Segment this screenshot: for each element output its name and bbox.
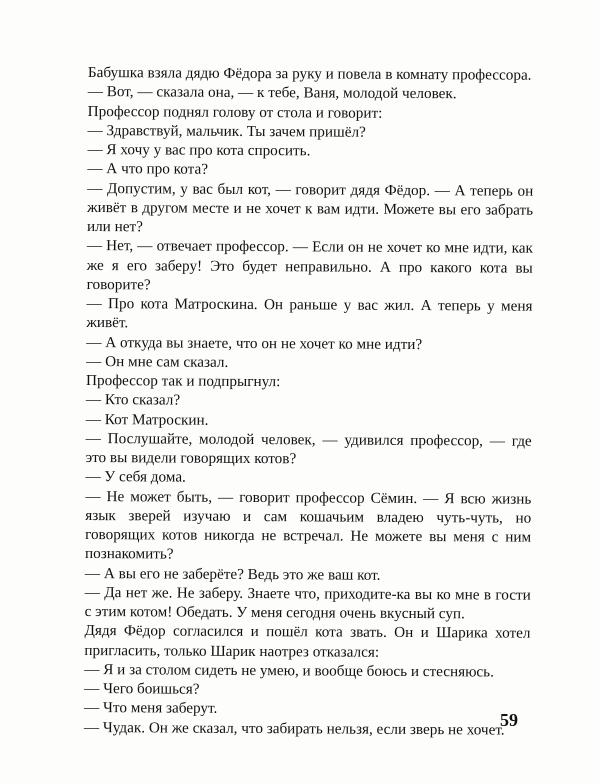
body-text: [84, 63, 534, 739]
paragraph: — Здравствуй, мальчик. Ты зачем пришёл?: [87, 121, 366, 141]
paragraph: — У себя дома.: [85, 468, 186, 486]
paragraph: — А вы его не заберёте? Ведь это же ваш кот.: [84, 564, 381, 584]
paragraph: Дядя Фёдор согласился и пошёл кота звать. Он и Шарика хотел пригласить, только Шарик наотрез отказался:: [84, 622, 531, 661]
paragraph: Профессор поднял голову от стола и говорит:: [87, 102, 383, 122]
paragraph: — Кто сказал?: [85, 391, 181, 409]
page-number: 59: [500, 710, 518, 730]
paragraph: — Да нет же. Не заберу. Знаете что, приходите-ка вы ко мне в гости с этим котом! Обедать. У меня сегодня очень вкусный суп.: [84, 583, 531, 623]
paragraph: — Про кота Матроскина. Он раньше у вас жил. А теперь у меня живёт.: [86, 294, 533, 332]
paragraph: — Что меня заберут.: [84, 699, 218, 718]
paragraph: — Вот, — сказала она, — к тебе, Ваня, молодой человек.: [87, 83, 457, 103]
paragraph: — Я и за столом сидеть не умею, и вообще боюсь и стесняюсь.: [84, 660, 494, 681]
paragraph: — Он мне сам сказал.: [86, 352, 229, 371]
paragraph: — Я хочу у вас про кота спросить.: [87, 140, 311, 160]
paragraph: — Чего боишься?: [84, 679, 200, 698]
paragraph: — Нет, — отвечает профессор. — Если он не хочет ко мне идти, как же я его заберу! Это будет неправильно. А про какого кота вы говорите?: [86, 237, 533, 294]
paragraph: — Кот Матроскин.: [85, 410, 209, 429]
paragraph: Бабушка взяла дядю Фёдора за руку и повела в комнату профессора.: [87, 63, 532, 84]
paragraph: — Послушайте, молодой человек, — удивился профессор, — где это вы видели говорящих котов?: [85, 429, 532, 468]
paragraph: Профессор так и подпрыгнул:: [86, 371, 281, 391]
paragraph: — Чудак. Он же сказал, что забирать нельзя, если зверь не хочет.: [83, 718, 505, 739]
paragraph: — Допустим, у вас был кот, — говорит дядя Фёдор. — А теперь он живёт в другом месте и не хочет к вам идти. Можете вы его забрать или нет?: [86, 179, 534, 236]
paragraph: — Не может быть, — говорит профессор Сёмин. — Я всю жизнь язык зверей изучаю и сам кошачьим владею чуть-чуть, но говорящих котов никогда не встречал. Не можете вы меня с ним познакомить?: [84, 487, 532, 563]
paragraph: — А откуда вы знаете, что он не хочет ко мне идти?: [86, 333, 423, 353]
paragraph: — А что про кота?: [87, 160, 209, 178]
